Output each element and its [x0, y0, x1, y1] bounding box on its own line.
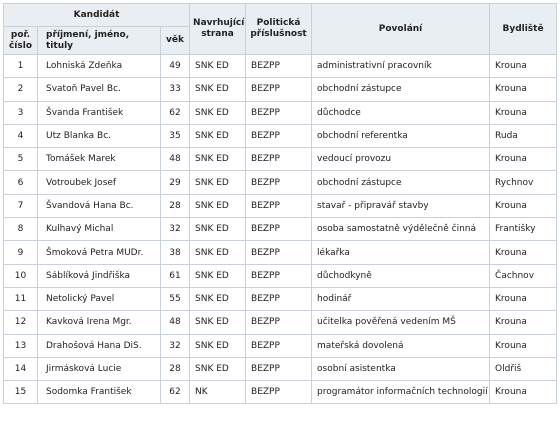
- table-row: [4, 194, 557, 217]
- occupation: důchodce: [312, 101, 490, 124]
- candidate-age: 48: [161, 148, 190, 171]
- political-affiliation: BEZPP: [246, 311, 312, 334]
- occupation: lékařka: [312, 241, 490, 264]
- occupation: stavař - připravář stavby: [312, 194, 490, 217]
- candidate-name: Sáblíková Jindřiška: [38, 264, 161, 287]
- residence: Krouna: [490, 194, 557, 217]
- header-navrhujici-strana: Navrhující strana: [190, 4, 246, 55]
- nominating-party: SNK ED: [190, 124, 246, 147]
- political-affiliation: BEZPP: [246, 334, 312, 357]
- candidate-name: Netolický Pavel: [38, 287, 161, 310]
- occupation: programátor informačních technologií: [312, 381, 490, 404]
- political-affiliation: BEZPP: [246, 264, 312, 287]
- candidate-name: Švanda František: [38, 101, 161, 124]
- residence: Krouna: [490, 381, 557, 404]
- candidate-age: 55: [161, 287, 190, 310]
- residence: Krouna: [490, 334, 557, 357]
- residence: Rychnov: [490, 171, 557, 194]
- political-affiliation: BEZPP: [246, 241, 312, 264]
- candidate-number: 3: [4, 101, 38, 124]
- occupation: obchodní referentka: [312, 124, 490, 147]
- candidate-name: Švandová Hana Bc.: [38, 194, 161, 217]
- candidate-name: Lohniská Zdeňka: [38, 55, 161, 78]
- political-affiliation: BEZPP: [246, 381, 312, 404]
- residence: Krouna: [490, 287, 557, 310]
- nominating-party: NK: [190, 381, 246, 404]
- candidate-table: [3, 3, 557, 404]
- table-row: [4, 78, 557, 101]
- table-row: [4, 334, 557, 357]
- candidate-name: Kulhavý Michal: [38, 218, 161, 241]
- candidate-list: [3, 3, 556, 404]
- header-politicka-prislusnost: Politická příslušnost: [246, 4, 312, 55]
- nominating-party: SNK ED: [190, 148, 246, 171]
- political-affiliation: BEZPP: [246, 55, 312, 78]
- residence: Františky: [490, 218, 557, 241]
- table-row: [4, 264, 557, 287]
- candidate-age: 62: [161, 101, 190, 124]
- table-row: [4, 124, 557, 147]
- header-povolani: Povolání: [312, 4, 490, 55]
- table-row: [4, 311, 557, 334]
- candidate-name: Votroubek Josef: [38, 171, 161, 194]
- candidate-number: 9: [4, 241, 38, 264]
- table-row: [4, 357, 557, 380]
- political-affiliation: BEZPP: [246, 124, 312, 147]
- candidate-number: 4: [4, 124, 38, 147]
- candidate-age: 49: [161, 55, 190, 78]
- residence: Krouna: [490, 78, 557, 101]
- table-row: [4, 241, 557, 264]
- nominating-party: SNK ED: [190, 171, 246, 194]
- candidate-name: Svatoň Pavel Bc.: [38, 78, 161, 101]
- occupation: osoba samostatně výdělečně činná: [312, 218, 490, 241]
- candidate-number: 7: [4, 194, 38, 217]
- residence: Čachnov: [490, 264, 557, 287]
- candidate-number: 5: [4, 148, 38, 171]
- residence: Krouna: [490, 241, 557, 264]
- candidate-name: Jirmásková Lucie: [38, 357, 161, 380]
- political-affiliation: BEZPP: [246, 148, 312, 171]
- candidate-name: Šmoková Petra MUDr.: [38, 241, 161, 264]
- residence: Krouna: [490, 55, 557, 78]
- table-row: [4, 171, 557, 194]
- occupation: vedoucí provozu: [312, 148, 490, 171]
- candidate-age: 62: [161, 381, 190, 404]
- nominating-party: SNK ED: [190, 78, 246, 101]
- nominating-party: SNK ED: [190, 194, 246, 217]
- nominating-party: SNK ED: [190, 55, 246, 78]
- candidate-age: 28: [161, 357, 190, 380]
- political-affiliation: BEZPP: [246, 78, 312, 101]
- residence: Ruda: [490, 124, 557, 147]
- candidate-number: 2: [4, 78, 38, 101]
- occupation: osobní asistentka: [312, 357, 490, 380]
- occupation: důchodkyně: [312, 264, 490, 287]
- candidate-age: 28: [161, 194, 190, 217]
- occupation: administrativní pracovník: [312, 55, 490, 78]
- candidate-name: Utz Blanka Bc.: [38, 124, 161, 147]
- candidate-age: 32: [161, 218, 190, 241]
- candidate-age: 35: [161, 124, 190, 147]
- political-affiliation: BEZPP: [246, 101, 312, 124]
- header-bydliste: Bydliště: [490, 4, 557, 55]
- header-poradove-cislo: poř. číslo: [4, 27, 38, 55]
- header-prijmeni-jmeno-tituly: příjmení, jméno, tituly: [38, 27, 161, 55]
- political-affiliation: BEZPP: [246, 357, 312, 380]
- candidate-age: 61: [161, 264, 190, 287]
- candidate-age: 48: [161, 311, 190, 334]
- political-affiliation: BEZPP: [246, 218, 312, 241]
- political-affiliation: BEZPP: [246, 287, 312, 310]
- table-row: [4, 287, 557, 310]
- nominating-party: SNK ED: [190, 101, 246, 124]
- candidate-age: 38: [161, 241, 190, 264]
- table-row: [4, 381, 557, 404]
- residence: Krouna: [490, 101, 557, 124]
- candidate-number: 8: [4, 218, 38, 241]
- candidate-name: Sodomka František: [38, 381, 161, 404]
- candidate-number: 15: [4, 381, 38, 404]
- candidate-name: Drahošová Hana DiS.: [38, 334, 161, 357]
- table-row: [4, 148, 557, 171]
- candidate-age: 29: [161, 171, 190, 194]
- header-kandidat: Kandidát: [4, 4, 190, 27]
- table-row: [4, 101, 557, 124]
- table-header: [4, 4, 557, 55]
- occupation: hodinář: [312, 287, 490, 310]
- table-row: [4, 55, 557, 78]
- occupation: mateřská dovolená: [312, 334, 490, 357]
- candidate-number: 6: [4, 171, 38, 194]
- residence: Krouna: [490, 148, 557, 171]
- political-affiliation: BEZPP: [246, 194, 312, 217]
- occupation: obchodní zástupce: [312, 78, 490, 101]
- header-vek: věk: [161, 27, 190, 55]
- candidate-number: 12: [4, 311, 38, 334]
- residence: Krouna: [490, 311, 557, 334]
- nominating-party: SNK ED: [190, 287, 246, 310]
- candidate-number: 10: [4, 264, 38, 287]
- table-body: [4, 55, 557, 404]
- nominating-party: SNK ED: [190, 264, 246, 287]
- candidate-number: 1: [4, 55, 38, 78]
- candidate-number: 13: [4, 334, 38, 357]
- occupation: obchodní zástupce: [312, 171, 490, 194]
- occupation: učitelka pověřená vedením MŠ: [312, 311, 490, 334]
- candidate-age: 33: [161, 78, 190, 101]
- nominating-party: SNK ED: [190, 241, 246, 264]
- nominating-party: SNK ED: [190, 311, 246, 334]
- nominating-party: SNK ED: [190, 334, 246, 357]
- candidate-number: 11: [4, 287, 38, 310]
- candidate-name: Tomášek Marek: [38, 148, 161, 171]
- candidate-name: Kavková Irena Mgr.: [38, 311, 161, 334]
- nominating-party: SNK ED: [190, 218, 246, 241]
- candidate-age: 32: [161, 334, 190, 357]
- table-row: [4, 218, 557, 241]
- political-affiliation: BEZPP: [246, 171, 312, 194]
- residence: Oldřiš: [490, 357, 557, 380]
- nominating-party: SNK ED: [190, 357, 246, 380]
- candidate-number: 14: [4, 357, 38, 380]
